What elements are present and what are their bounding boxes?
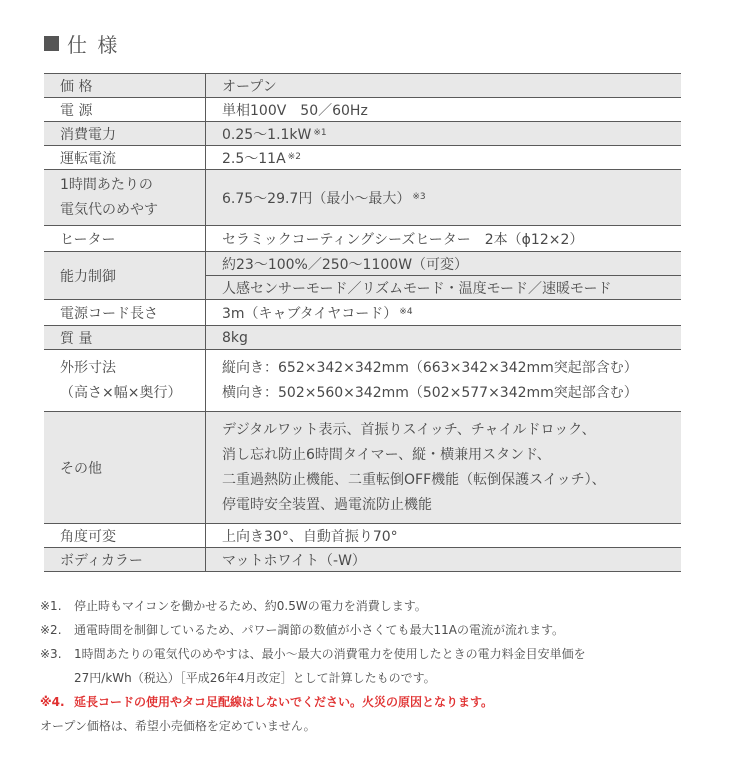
table-row xyxy=(44,412,681,524)
spec-key-weight: 質 量 xyxy=(44,326,206,350)
table-row xyxy=(44,98,681,122)
footnote-3-continued: 27円/kWh（税込）［平成26年4月改定］として計算したものです。 xyxy=(74,671,436,685)
footnote-mark: ※4. xyxy=(40,695,65,709)
spec-key-color: ボディカラー xyxy=(44,548,206,572)
table-row xyxy=(44,252,681,276)
footnote-mark: ※1. xyxy=(40,599,62,613)
value-text: 3m（キャブタイヤコード） xyxy=(222,305,398,322)
key-line: 電気代のめやす xyxy=(60,201,158,218)
table-row xyxy=(44,548,681,572)
table-row xyxy=(44,226,681,252)
section-title xyxy=(44,29,119,58)
spec-key-cost xyxy=(44,170,206,226)
value-line: 横向き：502×560×342mm（502×577×342mm突起部含む） xyxy=(222,384,638,401)
spec-key-heater: ヒーター xyxy=(44,226,206,252)
value-text: 2.5～11A xyxy=(222,150,286,167)
table-row xyxy=(44,146,681,170)
value-line: 縦向き：652×342×342mm（663×342×342mm突起部含む） xyxy=(222,359,638,376)
table-row xyxy=(44,350,681,412)
footnote-mark: ※3 xyxy=(412,191,426,202)
footnote-mark: ※2 xyxy=(287,151,301,162)
spec-value-heater: セラミックコーティングシーズヒーター 2本（ϕ12×2） xyxy=(206,226,682,252)
spec-value-capacity-2: 人感センサーモード／リズムモード・温度モード／速暖モード xyxy=(206,276,682,300)
spec-key-power-source: 電 源 xyxy=(44,98,206,122)
value-text: 0.25～1.1kW xyxy=(222,126,312,143)
key-line: 外形寸法 xyxy=(60,359,116,376)
spec-value-weight: 8kg xyxy=(206,326,682,350)
spec-value-color: マットホワイト（-W） xyxy=(206,548,682,572)
spec-key-capacity: 能力制御 xyxy=(44,252,206,300)
footnote-text: 通電時間を制御しているため、パワー調節の数値が小さくても最大11Aの電流が流れます。 xyxy=(74,623,565,637)
table-row xyxy=(44,524,681,548)
spec-key-current: 運転電流 xyxy=(44,146,206,170)
spec-value-angle: 上向き30°、自動首振り70° xyxy=(206,524,682,548)
value-line: 停電時安全装置、過電流防止機能 xyxy=(222,496,432,513)
value-line: 消し忘れ防止6時間タイマー、縦・横兼用スタンド、 xyxy=(222,446,551,463)
spec-key-price: 価 格 xyxy=(44,74,206,98)
footnote-mark: ※4 xyxy=(399,306,413,317)
footnote-4-warning xyxy=(40,690,586,714)
spec-value-power-source: 単相100V 50／60Hz xyxy=(206,98,682,122)
footnote-mark: ※1 xyxy=(313,127,327,138)
spec-key-consumption: 消費電力 xyxy=(44,122,206,146)
footnote-3 xyxy=(40,642,586,666)
value-line: デジタルワット表示、首振りスイッチ、チャイルドロック、 xyxy=(222,421,596,438)
square-bullet-icon xyxy=(44,36,59,51)
table-row xyxy=(44,74,681,98)
table-row xyxy=(44,122,681,146)
footnote-1 xyxy=(40,594,586,618)
open-price-note: オープン価格は、希望小売価格を定めていません。 xyxy=(40,719,316,733)
spec-key-dimensions xyxy=(44,350,206,412)
footnote-text: 停止時もマイコンを働かせるため、約0.5Wの電力を消費します。 xyxy=(74,599,427,613)
table-row xyxy=(44,300,681,326)
table-row xyxy=(44,326,681,350)
spec-value-other xyxy=(206,412,682,524)
footnote-text: 1時間あたりの電気代のめやすは、最小～最大の消費電力を使用したときの電力料金目安単価を xyxy=(74,647,586,661)
value-text: 6.75～29.7円（最小～最大） xyxy=(222,190,411,207)
spec-value-current xyxy=(206,146,682,170)
spec-key-other: その他 xyxy=(44,412,206,524)
spec-table xyxy=(44,73,681,572)
section-title-text: 仕 様 xyxy=(67,33,120,57)
key-line: 1時間あたりの xyxy=(60,176,153,193)
spec-key-angle: 角度可変 xyxy=(44,524,206,548)
spec-key-cord: 電源コード長さ xyxy=(44,300,206,326)
spec-value-cost xyxy=(206,170,682,226)
spec-value-capacity-1: 約23～100%／250～1100W（可変） xyxy=(206,252,682,276)
spec-value-cord xyxy=(206,300,682,326)
footnote-2 xyxy=(40,618,586,642)
footnote-mark: ※2. xyxy=(40,623,62,637)
footnote-mark: ※3. xyxy=(40,647,62,661)
spec-value-dimensions xyxy=(206,350,682,412)
footnotes xyxy=(40,594,586,738)
footnote-text: 延長コードの使用やタコ足配線はしないでください。火災の原因となります。 xyxy=(74,695,494,709)
table-row xyxy=(44,170,681,226)
spec-value-consumption xyxy=(206,122,682,146)
value-line: 二重過熱防止機能、二重転倒OFF機能（転倒保護スイッチ）、 xyxy=(222,471,606,488)
key-line: （高さ×幅×奥行） xyxy=(60,384,182,401)
spec-value-price: オープン xyxy=(206,74,682,98)
